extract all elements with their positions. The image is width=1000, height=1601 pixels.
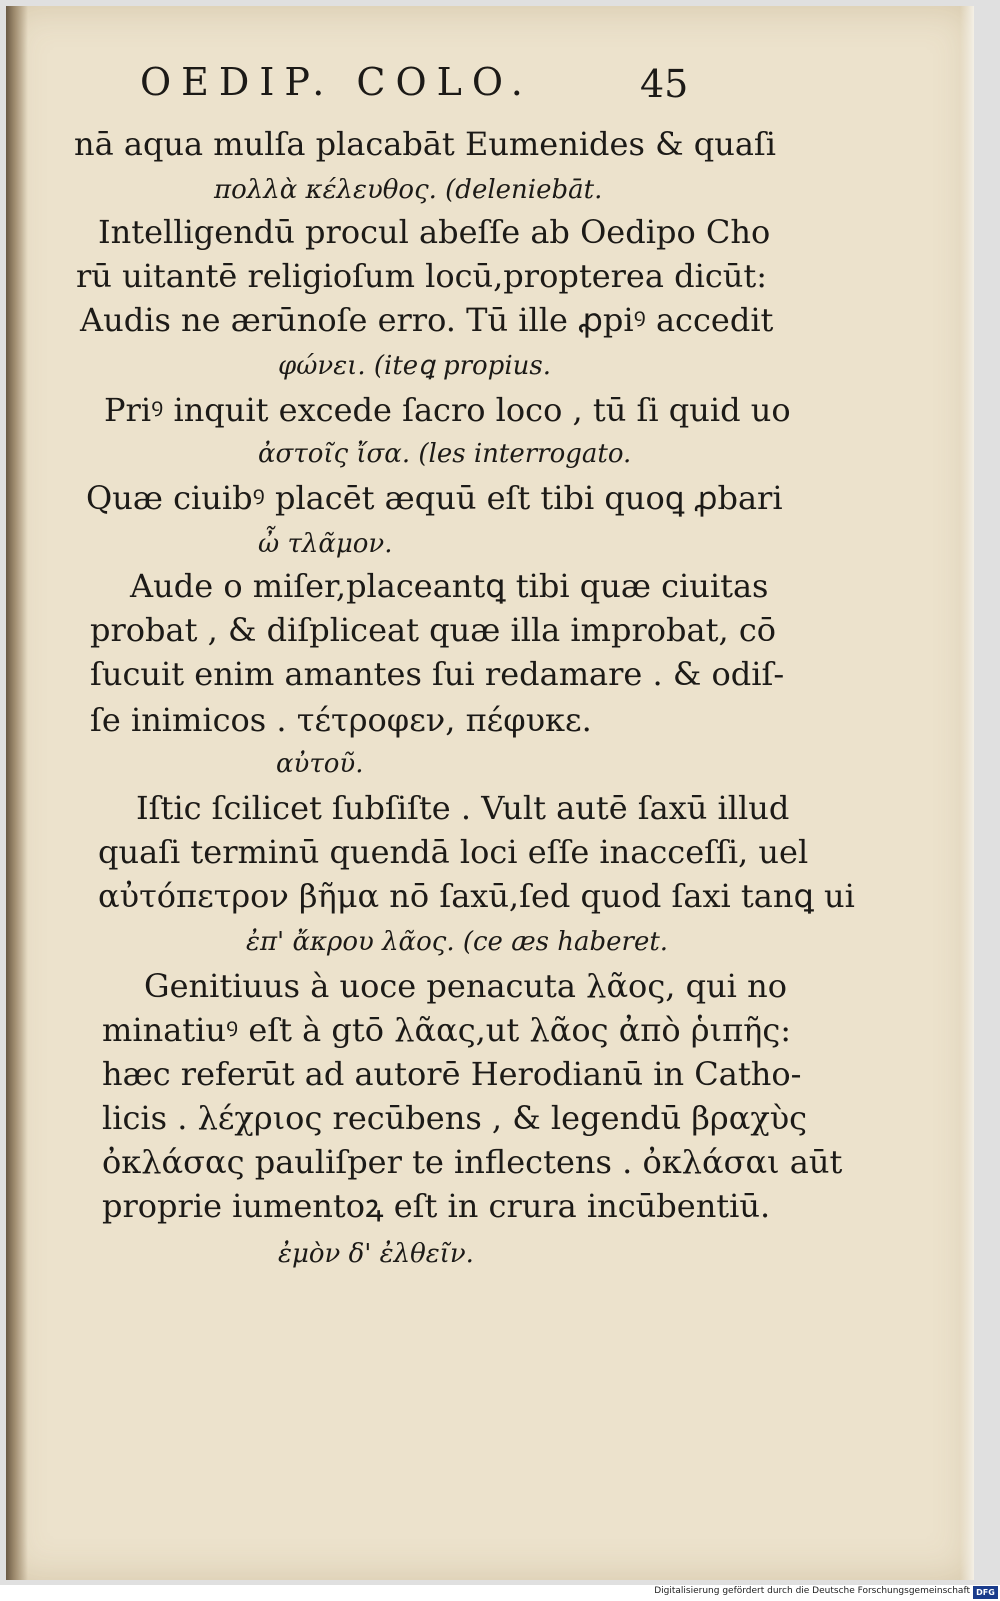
footer-bar [0, 1585, 1000, 1601]
dfg-logo: DFG [973, 1586, 998, 1599]
text-line: ἀστοῖς ἴσα. (les interrogato. [258, 439, 632, 469]
text-line: ſucuit enim amantes ſui redamare . & odiſ- [90, 655, 785, 693]
text-line: Priꝰ inquit excede ſacro loco , tū ſi quid uo [104, 391, 791, 429]
text-line: πολλὰ κέλευθος. (deleniebāt. [214, 175, 603, 205]
text-line: αὐτόπετρον βῆμα nō ſaxū,ſed quod ſaxi tanꝗ ui [98, 877, 855, 915]
text-line: rū uitantē religioſum locū,propterea dicūt: [76, 257, 767, 295]
text-line: ὀκλάσας pauliſper te inflectens . ὀκλάσαι aūt [102, 1143, 843, 1181]
text-line: Genitiuus à uoce penacuta λᾶος, qui no [144, 967, 787, 1005]
text-line: licis . λέχριος recūbens , & legendū βραχὺς [102, 1099, 808, 1137]
page-number: 45 [640, 62, 689, 106]
text-line: minatiuꝰ eſt à gtō λᾶας,ut λᾶος ἀπὸ ῥιπῆς: [102, 1011, 792, 1049]
text-line: Aude o miſer,placeantꝗ tibi quæ ciuitas [130, 567, 769, 605]
text-line: Audis ne ærūnoſe erro. Tū ille ꝓpiꝰ accedit [80, 301, 774, 339]
text-line: ἐμὸν δ' ἐλθεῖν. [278, 1239, 474, 1269]
page-gutter [6, 6, 28, 1580]
text-line: ὦ τλᾶμον. [258, 529, 393, 559]
running-head: OEDIP. COLO. [140, 60, 533, 104]
text-line: φώνει. (iteꝗ propius. [278, 351, 551, 381]
text-line: quaſi terminū quendā loci eſſe inacceſſi, uel [98, 833, 809, 871]
text-line: Quæ ciuibꝰ placēt æquū eſt tibi quoꝗ ꝓbari [86, 479, 783, 517]
text-line: nā aqua mulſa placabāt Eumenides & quaſi [74, 125, 776, 163]
footer-credit: Digitalisierung gefördert durch die Deutsche Forschungsgemeinschaft [654, 1586, 970, 1596]
text-line: hæc referūt ad autorē Herodianū in Catho- [102, 1055, 802, 1093]
text-line: αὐτοῦ. [276, 749, 364, 779]
text-line: Iſtic ſcilicet ſubſiſte . Vult autē ſaxū illud [136, 789, 790, 827]
text-line: ſe inimicos . τέτροφεν, πέφυκε. [90, 701, 592, 739]
text-line: probat , & diſpliceat quæ illa improbat, cō [90, 611, 776, 649]
text-line: proprie iumentoꝝ eſt in crura incūbentiū. [102, 1187, 771, 1225]
page-edge [960, 6, 974, 1580]
text-line: ἐπ' ἄκρου λᾶος. (ce æs haberet. [246, 927, 669, 957]
text-line: Intelligendū procul abeſſe ab Oedipo Cho [98, 213, 771, 251]
